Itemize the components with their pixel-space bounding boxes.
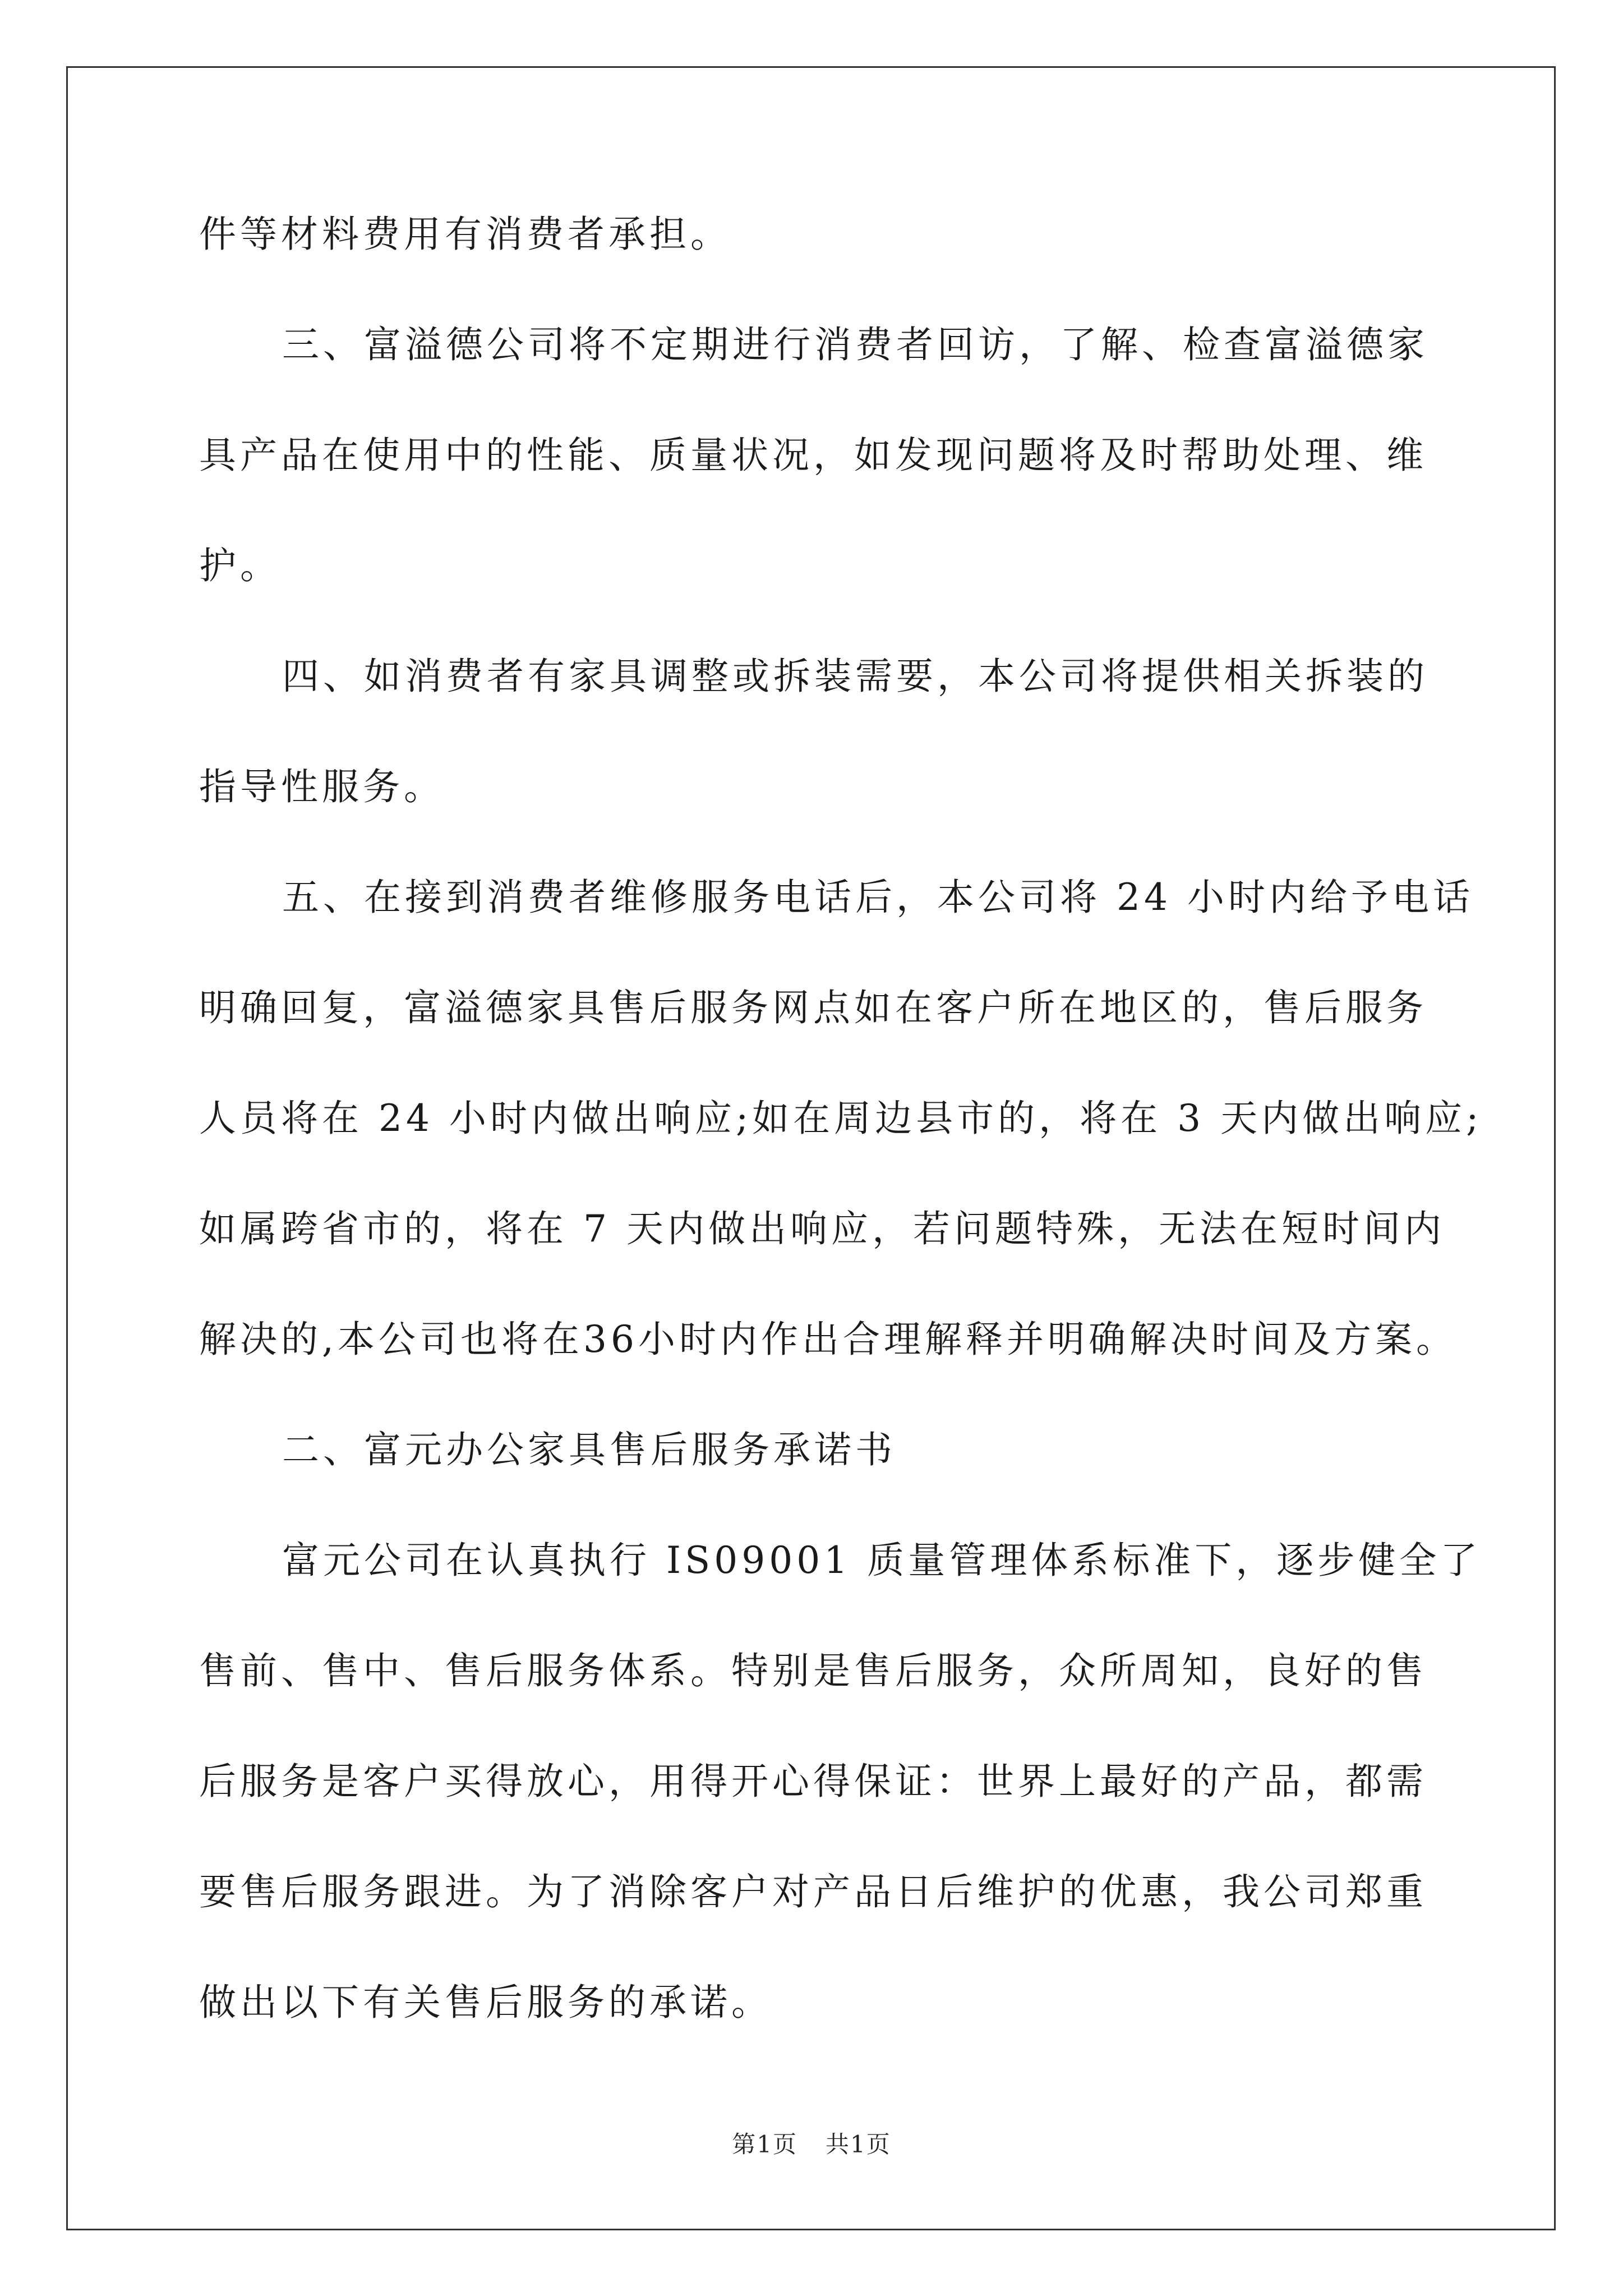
text-line: 后服务是客户买得放心，用得开心得保证：世界上最好的产品，都需 <box>199 1760 1427 1803</box>
text-line: 四、如消费者有家具调整或拆装需要，本公司将提供相关拆装的 <box>282 655 1428 698</box>
text-line: 具产品在使用中的性能、质量状况，如发现问题将及时帮助处理、维 <box>199 434 1427 477</box>
text-line: 五、在接到消费者维修服务电话后，本公司将 24 小时内给予电话 <box>282 876 1474 919</box>
page-number: 第1页 <box>732 2131 797 2158</box>
document-body <box>199 212 1483 2091</box>
text-line: 护。 <box>199 544 281 587</box>
text-line: 富元公司在认真执行 IS09001 质量管理体系标准下，逐步健全了 <box>282 1539 1482 1582</box>
text-line: 售前、售中、售后服务体系。特别是售后服务，众所周知，良好的售 <box>199 1649 1427 1692</box>
section-heading: 二、富元办公家具售后服务承诺书 <box>282 1428 896 1471</box>
text-line: 明确回复，富溢德家具售后服务网点如在客户所在地区的，售后服务 <box>199 986 1427 1029</box>
page-total: 共1页 <box>826 2131 891 2158</box>
text-line: 人员将在 24 小时内做出响应;如在周边县市的，将在 3 天内做出响应; <box>199 1097 1483 1140</box>
text-line: 做出以下有关售后服务的承诺。 <box>199 1981 772 2024</box>
text-line: 如属跨省市的，将在 7 天内做出响应，若问题特殊，无法在短时间内 <box>199 1207 1445 1250</box>
page-footer <box>0 2126 1623 2160</box>
text-line: 件等材料费用有消费者承担。 <box>199 213 731 256</box>
text-line: 要售后服务跟进。为了消除客户对产品日后维护的优惠，我公司郑重 <box>199 1870 1427 1913</box>
text-line: 解决的,本公司也将在36小时内作出合理解释并明确解决时间及方案。 <box>199 1318 1457 1361</box>
text-line: 指导性服务。 <box>199 765 445 808</box>
text-line: 三、富溢德公司将不定期进行消费者回访，了解、检查富溢德家 <box>282 323 1428 366</box>
